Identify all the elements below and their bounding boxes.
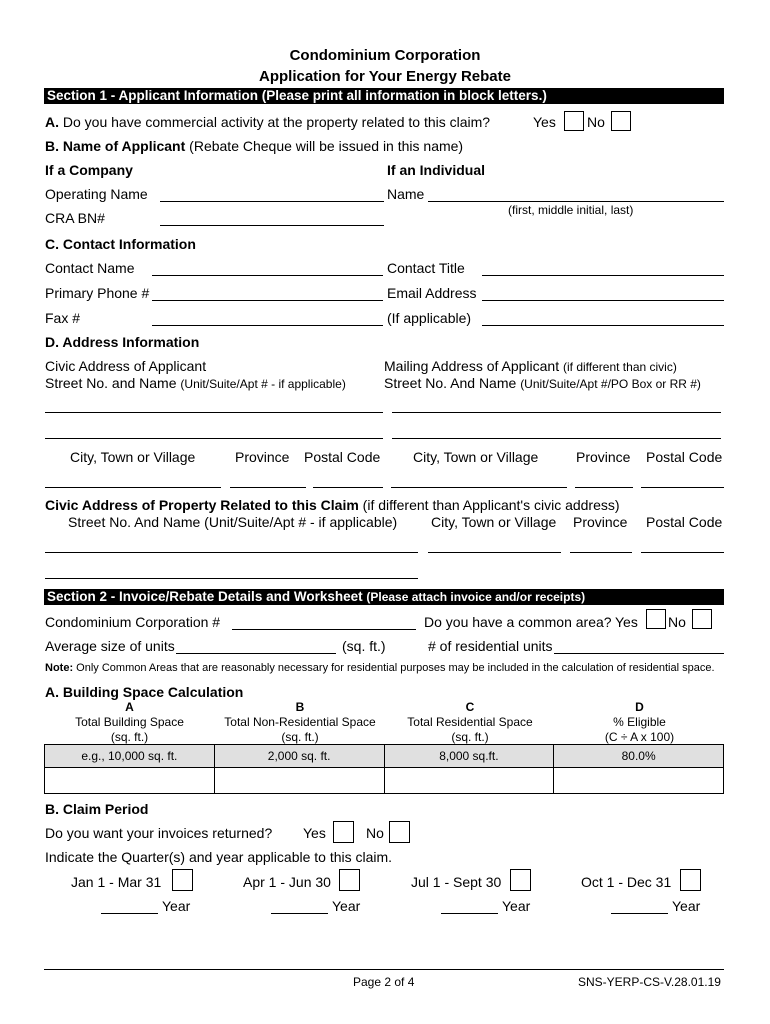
civic-street-field-2[interactable] — [45, 438, 383, 439]
contact-title-label: Contact Title — [387, 260, 465, 276]
common-area-no-label: No — [668, 614, 686, 630]
quarter-2-label: Apr 1 - Jun 30 — [243, 874, 331, 890]
question-a-commercial: A. Do you have commercial activity at the property related to this claim? — [45, 114, 491, 130]
civic-province-field[interactable] — [230, 487, 306, 488]
column-b-header: B Total Non-Residential Space (sq. ft.) — [224, 700, 376, 744]
returned-yes-checkbox[interactable] — [333, 821, 354, 843]
quarter-4-label: Oct 1 - Dec 31 — [581, 874, 672, 890]
mailing-street-field-2[interactable] — [392, 438, 721, 439]
example-row — [45, 745, 724, 768]
applicant-name-heading: B. Name of Applicant (Rebate Cheque will be issued in this name) — [45, 138, 464, 154]
quarter-1-checkbox[interactable] — [172, 869, 193, 891]
claim-period-heading: B. Claim Period — [45, 801, 149, 817]
property-address-heading: Civic Address of Property Related to this Claim (if different than Applicant's civic address) — [45, 497, 620, 513]
quarter-1-year-field[interactable] — [101, 913, 158, 914]
property-province-label: Province — [573, 514, 628, 530]
if-applicable-label: (If applicable) — [387, 310, 472, 326]
input-cell-d[interactable] — [554, 768, 724, 794]
civic-postal-label: Postal Code — [304, 449, 381, 465]
property-street-field-2[interactable] — [45, 578, 418, 579]
quarter-instruction: Indicate the Quarter(s) and year applicable to this claim. — [45, 849, 393, 865]
input-cell-c[interactable] — [384, 768, 554, 794]
email-applicable-field[interactable] — [482, 325, 724, 326]
primary-phone-label: Primary Phone # — [45, 285, 150, 301]
input-row — [45, 768, 724, 794]
civic-street-field-1[interactable] — [45, 412, 383, 413]
civic-province-label: Province — [235, 449, 290, 465]
civic-postal-field[interactable] — [313, 487, 383, 488]
quarter-4-year-label: Year — [672, 898, 701, 914]
form-title: Condominium Corporation — [289, 47, 481, 64]
quarter-3-year-label: Year — [502, 898, 531, 914]
condo-corp-label: Condominium Corporation # — [45, 614, 221, 630]
property-province-field[interactable] — [570, 552, 632, 553]
quarter-1-year-label: Year — [162, 898, 191, 914]
condo-corp-field[interactable] — [232, 629, 416, 630]
property-postal-field[interactable] — [641, 552, 724, 553]
civic-city-label: City, Town or Village — [70, 449, 196, 465]
input-cell-b[interactable] — [214, 768, 384, 794]
civic-city-field[interactable] — [45, 487, 221, 488]
residential-units-field[interactable] — [554, 653, 724, 654]
quarter-4-year-field[interactable] — [611, 913, 668, 914]
column-c-header: C Total Residential Space (sq. ft.) — [407, 700, 533, 744]
quarter-2-checkbox[interactable] — [339, 869, 360, 891]
common-area-yes-label: Yes — [615, 614, 638, 630]
invoices-returned-question: Do you want your invoices returned? — [45, 825, 273, 841]
if-company-heading: If a Company — [45, 162, 133, 178]
contact-name-field[interactable] — [152, 275, 383, 276]
returned-yes-label: Yes — [303, 825, 326, 841]
section1-bar: Section 1 - Applicant Information (Please print all information in block letters.) — [44, 88, 724, 104]
property-street-field-1[interactable] — [45, 552, 418, 553]
residential-units-label: # of residential units — [428, 638, 553, 654]
commercial-no-label: No — [587, 114, 605, 130]
mailing-province-label: Province — [576, 449, 631, 465]
example-cell-a: e.g., 10,000 sq. ft. — [45, 745, 215, 768]
common-area-no-checkbox[interactable] — [692, 609, 712, 629]
mailing-city-field[interactable] — [391, 487, 567, 488]
quarter-2-year-label: Year — [332, 898, 361, 914]
example-cell-b: 2,000 sq. ft. — [214, 745, 384, 768]
returned-no-label: No — [366, 825, 384, 841]
quarter-2-year-field[interactable] — [271, 913, 328, 914]
form-code: SNS-YERP-CS-V.28.01.19 — [578, 975, 721, 989]
commercial-yes-checkbox[interactable] — [564, 111, 584, 131]
footer-divider — [44, 969, 724, 970]
input-cell-a[interactable] — [45, 768, 215, 794]
common-area-question: Do you have a common area? — [424, 614, 612, 630]
property-city-field[interactable] — [428, 552, 561, 553]
email-label: Email Address — [387, 285, 477, 301]
contact-title-field[interactable] — [482, 275, 724, 276]
cra-bn-field[interactable] — [160, 225, 384, 226]
building-space-table — [44, 744, 724, 794]
avg-size-unit: (sq. ft.) — [342, 638, 386, 654]
cra-bn-label: CRA BN# — [45, 210, 105, 226]
mailing-province-field[interactable] — [575, 487, 633, 488]
mailing-city-label: City, Town or Village — [413, 449, 539, 465]
property-street-label: Street No. And Name (Unit/Suite/Apt # - if applicable) — [68, 514, 398, 530]
quarter-1-label: Jan 1 - Mar 31 — [71, 874, 162, 890]
commercial-no-checkbox[interactable] — [611, 111, 631, 131]
property-city-label: City, Town or Village — [431, 514, 557, 530]
avg-size-label: Average size of units — [45, 638, 175, 654]
street-left-label: Street No. and Name (Unit/Suite/Apt # - if applicable) — [45, 375, 346, 391]
quarter-3-checkbox[interactable] — [510, 869, 531, 891]
street-right-label: Street No. And Name (Unit/Suite/Apt #/PO Box or RR #) — [384, 375, 701, 391]
contact-info-heading: C. Contact Information — [45, 236, 196, 252]
example-cell-d: 80.0% — [554, 745, 724, 768]
note-text: Note: Only Common Areas that are reasonably necessary for residential purposes may be included in the calculation of residential space. — [45, 662, 715, 674]
building-space-heading: A. Building Space Calculation — [45, 684, 244, 700]
fax-field[interactable] — [152, 325, 383, 326]
operating-name-label: Operating Name — [45, 186, 148, 202]
example-cell-c: 8,000 sq.ft. — [384, 745, 554, 768]
quarter-3-year-field[interactable] — [441, 913, 498, 914]
column-d-header: D % Eligible (C ÷ A x 100) — [604, 700, 675, 744]
civic-address-label: Civic Address of Applicant — [45, 358, 207, 374]
column-a-header: A Total Building Space (sq. ft.) — [75, 700, 184, 744]
fax-label: Fax # — [45, 310, 81, 326]
property-postal-label: Postal Code — [646, 514, 723, 530]
name-hint: (first, middle initial, last) — [508, 203, 634, 217]
returned-no-checkbox[interactable] — [389, 821, 410, 843]
individual-name-label: Name — [387, 186, 425, 202]
mailing-postal-label: Postal Code — [646, 449, 723, 465]
if-individual-heading: If an Individual — [387, 162, 486, 178]
mailing-address-label: Mailing Address of Applicant (if different than civic) — [384, 358, 677, 374]
form-subtitle: Application for Your Energy Rebate — [259, 68, 511, 85]
avg-size-field[interactable] — [176, 653, 336, 654]
quarter-4-checkbox[interactable] — [680, 869, 701, 891]
page-number: Page 2 of 4 — [353, 975, 415, 989]
address-info-heading: D. Address Information — [45, 334, 200, 350]
email-field[interactable] — [482, 300, 724, 301]
quarter-3-label: Jul 1 - Sept 30 — [411, 874, 502, 890]
section2-bar: Section 2 - Invoice/Rebate Details and Worksheet (Please attach invoice and/or receipts) — [44, 589, 724, 605]
common-area-yes-checkbox[interactable] — [646, 609, 666, 629]
commercial-yes-label: Yes — [533, 114, 556, 130]
operating-name-field[interactable] — [160, 201, 384, 202]
mailing-street-field-1[interactable] — [392, 412, 721, 413]
individual-name-field[interactable] — [428, 201, 724, 202]
mailing-postal-field[interactable] — [641, 487, 724, 488]
contact-name-label: Contact Name — [45, 260, 135, 276]
primary-phone-field[interactable] — [152, 300, 383, 301]
